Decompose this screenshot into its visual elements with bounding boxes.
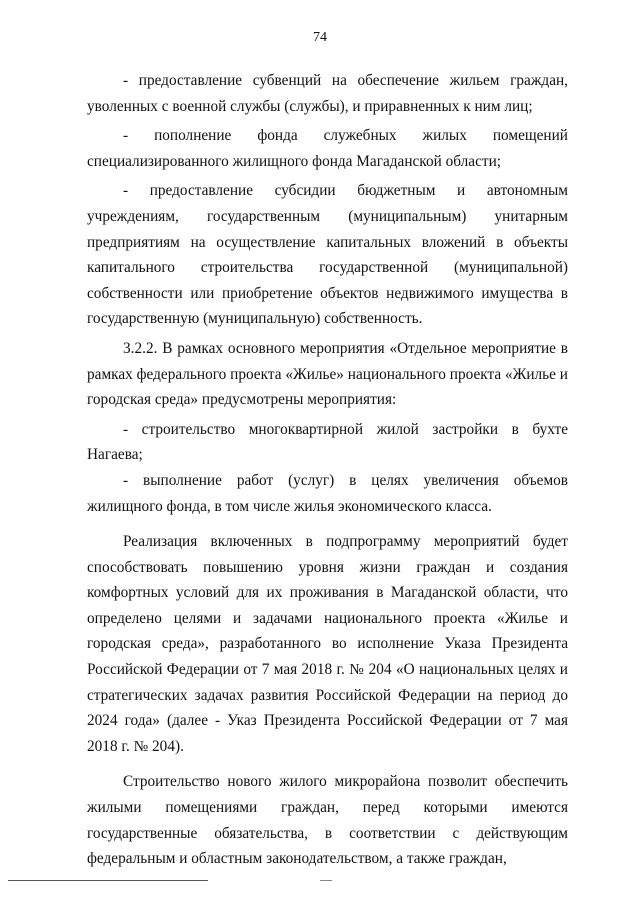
paragraph-service-housing: - пополнение фонда служебных жилых помещений специализированного жилищного фонда Магаданской области; xyxy=(87,127,568,170)
paragraph-subsidies: - предоставление субсидии бюджетным и автономным учреждениям, государственным (муниципальным) унитарным предприятиям на осуществление капитальных вложений в объекты капитального строительства государственной (муниципальной) собственности или приобретение объектов недвижимого имущества в государственную (муниципальную) собственность. xyxy=(87,182,568,328)
paragraph-new-district: Строительство нового жилого микрорайона позволит обеспечить жилыми помещениями граждан, перед которыми имеются государственные обязательства, в соответствии с действующим федеральным и областным законодательством, а также граждан, xyxy=(87,773,568,868)
footer-rule xyxy=(8,880,208,881)
paragraph-nagaeva-construction: - строительство многоквартирной жилой застройки в бухте Нагаева; xyxy=(87,420,568,464)
paragraph-implementation: Реализация включенных в подпрограмму мероприятий будет способствовать повышению уровня жизни граждан и создания комфортных условий для их проживания в Магаданской области, что определено целями и задачами национального проекта «Жилье и городская среда», разработанного во исполнение Указа Президента Российской Федерации от 7 мая 2018 г. № 204 «О национальных целях и стратегических задачах развития Российской Федерации на период до 2024 года» (далее - Указ Президента Российской Федерации от 7 мая 2018 г. № 204). xyxy=(87,533,568,755)
paragraph-works-services: - выполнение работ (услуг) в целях увеличения объемов жилищного фонда, в том числе жилья экономического класса. xyxy=(87,471,568,515)
footer-mark xyxy=(320,880,332,881)
paragraph-subventions: - предоставление субвенций на обеспечение жильем граждан, уволенных с военной службы (службы), и приравненных к ним лиц; xyxy=(87,72,568,115)
paragraph-section-3-2-2: 3.2.2. В рамках основного мероприятия «Отдельное мероприятие в рамках федерального проекта «Жилье» национального проекта «Жилье и городская среда» предусмотрены мероприятия: xyxy=(87,339,568,409)
page-number: 74 xyxy=(313,30,327,45)
document-body xyxy=(87,68,568,872)
